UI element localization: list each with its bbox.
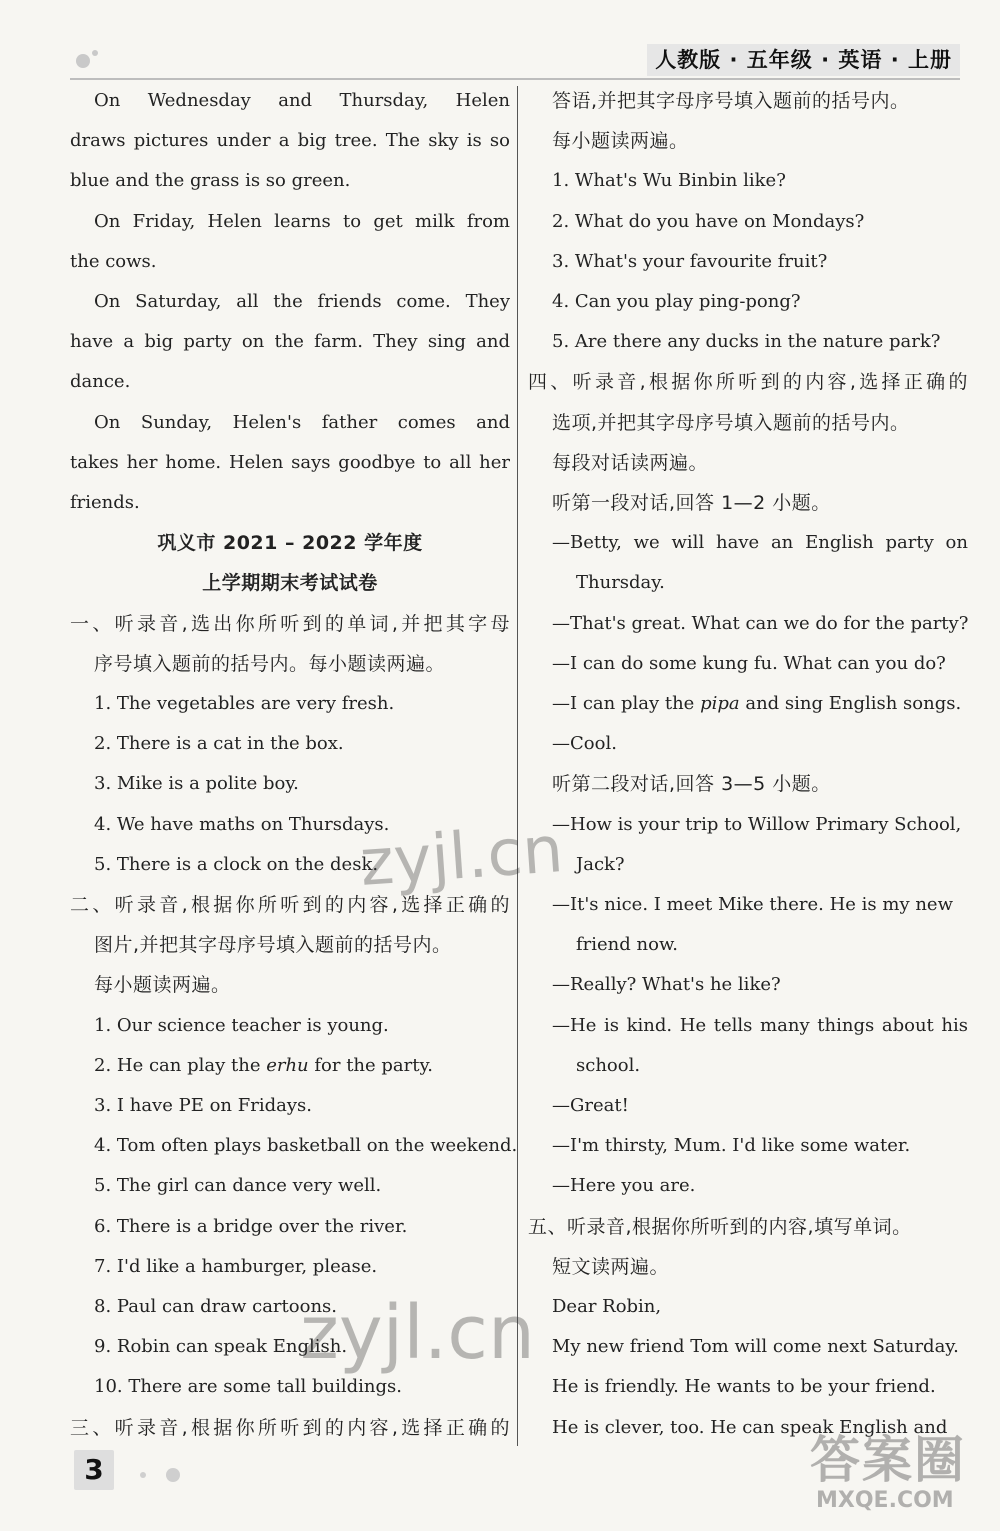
watermark-text: zyjl.cn [300, 1290, 535, 1376]
text-line: 7. I'd like a hamburger, please. [94, 1255, 378, 1277]
text-line: draws pictures under a big tree. The sky is so [70, 130, 510, 152]
text-line: —I can play the pipa and sing English songs. [552, 693, 962, 714]
text-line: He is friendly. He wants to be your friend. [552, 1376, 936, 1398]
text-line: blue and the grass is so green. [70, 170, 351, 192]
text-line: 1. The vegetables are very fresh. [94, 693, 395, 714]
text-line: On Wednesday and Thursday, Helen [94, 90, 510, 111]
text-line: 3. I have PE on Fridays. [94, 1095, 312, 1116]
text-line: —How is your trip to Willow Primary School, [552, 813, 962, 835]
text-line: 序号填入题前的括号内。每小题读两遍。 [94, 652, 446, 675]
text-line: 每小题读两遍。 [94, 974, 231, 997]
text-line: 上学期期末考试试卷 [202, 572, 378, 595]
text-line: —I can do some kung fu. What can you do? [552, 652, 946, 674]
text-line: the cows. [70, 250, 157, 272]
text-line: 8. Paul can draw cartoons. [94, 1296, 337, 1317]
text-line: 巩义市 2021 – 2022 学年度 [157, 532, 423, 555]
text-line: 5. Are there any ducks in the nature park? [552, 331, 941, 353]
text-line: Thursday. [576, 572, 665, 594]
watermark-text: zyjl.cn [357, 813, 566, 901]
text-line: Jack? [576, 853, 625, 875]
page-header [70, 40, 960, 80]
text-line: school. [576, 1054, 641, 1076]
decorative-dots [140, 1468, 190, 1482]
decorative-dots [76, 50, 116, 70]
watermark-logo-url: MXQE.COM [816, 1488, 954, 1513]
text-line: 听第一段对话,回答 1—2 小题。 [552, 492, 831, 514]
text-line: 1. Our science teacher is young. [94, 1014, 389, 1036]
text-line: —Betty, we will have an English party on [552, 532, 968, 554]
text-line: 5. The girl can dance very well. [94, 1175, 382, 1197]
text-line: He is clever, too. He can speak English and [552, 1416, 948, 1438]
text-line: 5. There is a clock on the desk. [94, 853, 379, 875]
text-line: takes her home. Helen says goodbye to all her [70, 451, 510, 473]
text-line: 2. There is a cat in the box. [94, 733, 344, 755]
text-line: 选项,并把其字母序号填入题前的括号内。 [552, 411, 910, 434]
text-line: 答语,并把其字母序号填入题前的括号内。 [552, 90, 910, 112]
text-line: 四、听录音,根据你所听到的内容,选择正确的 [528, 371, 968, 394]
text-line: 4. Tom often plays basketball on the weekend. [94, 1135, 518, 1157]
text-line: 听第二段对话,回答 3—5 小题。 [552, 773, 831, 796]
text-line: 每段对话读两遍。 [552, 451, 709, 474]
text-line: 五、听录音,根据你所听到的内容,填写单词。 [528, 1215, 912, 1238]
column-divider [517, 86, 518, 1446]
text-line: 6. There is a bridge over the river. [94, 1215, 408, 1237]
text-line: Dear Robin, [552, 1296, 662, 1317]
text-line: 4. We have maths on Thursdays. [94, 813, 390, 835]
text-line: friends. [70, 492, 140, 513]
text-line: 短文读两遍。 [552, 1255, 670, 1278]
text-line: 9. Robin can speak English. [94, 1336, 348, 1358]
text-line: —Great! [552, 1095, 629, 1116]
text-line: 3. Mike is a polite boy. [94, 773, 299, 795]
text-line: 三、听录音,根据你所听到的内容,选择正确的 [70, 1416, 510, 1439]
text-line: 2. He can play the erhu for the party. [94, 1054, 433, 1076]
book-title: 人教版 · 五年级 · 英语 · 上册 [647, 44, 960, 76]
page-number: 3 [74, 1450, 114, 1490]
text-line: have a big party on the farm. They sing and [70, 331, 510, 353]
text-line: 1. What's Wu Binbin like? [552, 170, 786, 192]
text-line: —He is kind. He tells many things about his [552, 1014, 968, 1036]
text-line: —Really? What's he like? [552, 974, 781, 996]
text-line: 3. What's your favourite fruit? [552, 250, 828, 272]
text-line: On Sunday, Helen's father comes and [94, 411, 510, 433]
text-line: On Saturday, all the friends come. They [94, 291, 510, 312]
text-line: —That's great. What can we do for the party? [552, 612, 969, 634]
watermark-logo-text: 答案圈 [810, 1431, 966, 1489]
text-line: —I'm thirsty, Mum. I'd like some water. [552, 1135, 911, 1157]
text-line: —Here you are. [552, 1175, 696, 1197]
text-line: On Friday, Helen learns to get milk from [94, 210, 510, 232]
watermark-logo [800, 1420, 970, 1520]
text-line: 每小题读两遍。 [552, 130, 689, 153]
text-line: 一、听录音,选出你所听到的单词,并把其字母 [70, 612, 510, 635]
text-line: 4. Can you play ping-pong? [552, 291, 801, 312]
text-line: 二、听录音,根据你所听到的内容,选择正确的 [70, 894, 510, 916]
text-line: 2. What do you have on Mondays? [552, 210, 865, 232]
text-line: 10. There are some tall buildings. [94, 1376, 402, 1398]
text-line: —It's nice. I meet Mike there. He is my new [552, 894, 953, 915]
text-line: dance. [70, 371, 131, 393]
text-line: friend now. [576, 934, 678, 956]
text-line: My new friend Tom will come next Saturday. [552, 1336, 959, 1358]
text-line: —Cool. [552, 733, 617, 755]
text-line: 图片,并把其字母序号填入题前的括号内。 [94, 934, 452, 957]
